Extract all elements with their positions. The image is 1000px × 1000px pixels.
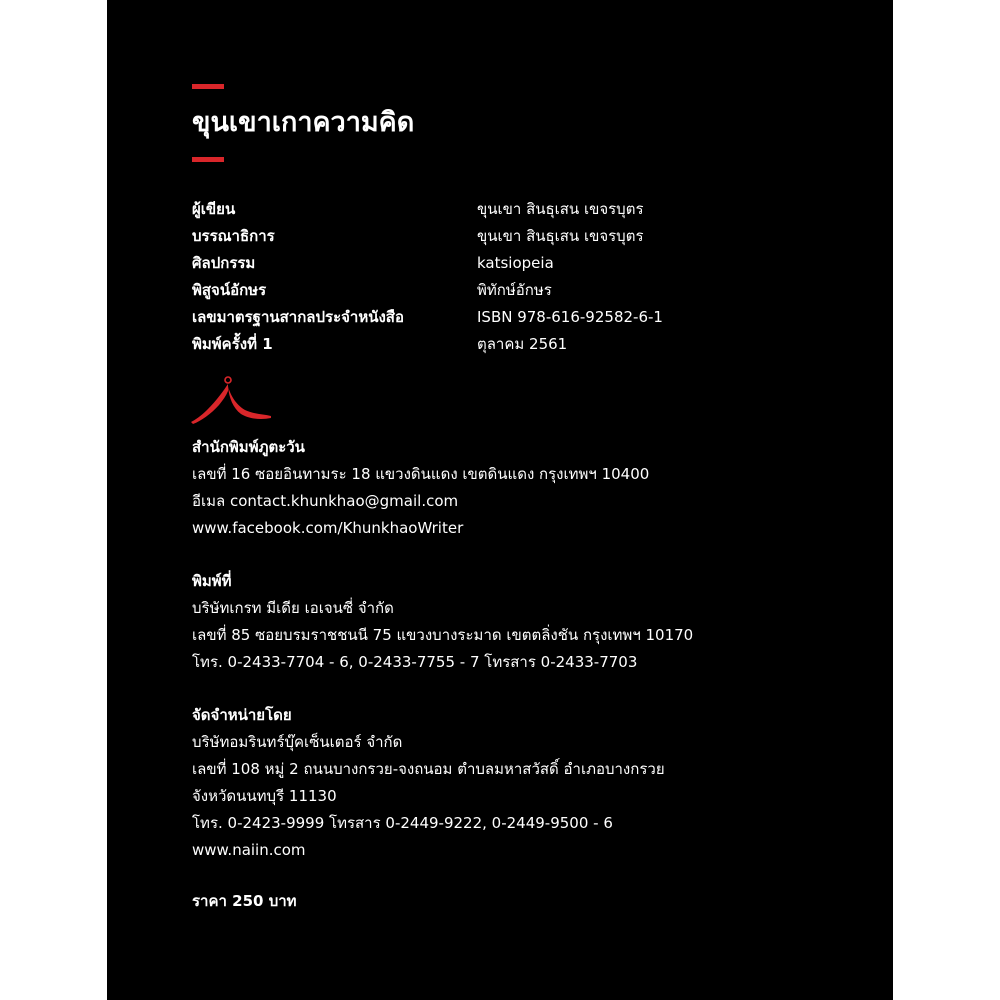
credit-row-edition xyxy=(192,331,812,358)
publisher-info xyxy=(192,434,832,542)
distributor-heading: จัดจำหน่ายโดย xyxy=(192,706,292,724)
publisher-logo-icon xyxy=(191,374,273,426)
distributor-company: บริษัทอมรินทร์บุ๊คเซ็นเตอร์ จำกัด xyxy=(192,733,403,751)
printer-info xyxy=(192,568,832,676)
printer-heading: พิมพ์ที่ xyxy=(192,572,232,590)
distributor-info xyxy=(192,702,832,864)
publisher-heading: สำนักพิมพ์ภูตะวัน xyxy=(192,438,305,456)
credit-value: ขุนเขา สินธุเสน เขจรบุตร xyxy=(477,200,644,218)
publisher-address: เลขที่ 16 ซอยอินทามระ 18 แขวงดินแดง เขตดินแดง กรุงเทพฯ 10400 xyxy=(192,465,650,483)
credit-label: พิมพ์ครั้งที่ 1 xyxy=(192,335,273,353)
credit-label: ผู้เขียน xyxy=(192,200,236,218)
book-title: ขุนเขาเกาความคิด xyxy=(192,107,415,138)
title-accent-bar-bottom xyxy=(192,157,224,162)
credit-value: katsiopeia xyxy=(477,254,554,272)
book-price: ราคา 250 บาท xyxy=(192,892,297,910)
printer-address: เลขที่ 85 ซอยบรมราชชนนี 75 แขวงบางระมาด เขตตลิ่งชัน กรุงเทพฯ 10170 xyxy=(192,626,694,644)
credit-row-proofreader xyxy=(192,277,812,304)
credit-value: ขุนเขา สินธุเสน เขจรบุตร xyxy=(477,227,644,245)
credit-row-artwork xyxy=(192,250,812,277)
credits-list xyxy=(192,196,812,358)
credit-label: บรรณาธิการ xyxy=(192,227,275,245)
publisher-website: www.facebook.com/KhunkhaoWriter xyxy=(192,519,464,537)
printer-phone: โทร. 0-2433-7704 - 6, 0-2433-7755 - 7 โทรสาร 0-2433-7703 xyxy=(192,653,638,671)
credit-row-author xyxy=(192,196,812,223)
distributor-address-line2: จังหวัดนนทบุรี 11130 xyxy=(192,787,337,805)
credit-row-editor xyxy=(192,223,812,250)
credit-value: ISBN 978-616-92582-6-1 xyxy=(477,308,663,326)
distributor-address-line1: เลขที่ 108 หมู่ 2 ถนนบางกรวย-จงถนอม ตำบลมหาสวัสดิ์ อำเภอบางกรวย xyxy=(192,760,665,778)
publisher-email: อีเมล contact.khunkhao@gmail.com xyxy=(192,492,459,510)
credit-label: พิสูจน์อักษร xyxy=(192,281,267,299)
distributor-website: www.naiin.com xyxy=(192,841,306,859)
colophon-page xyxy=(107,0,893,1000)
credit-value: ตุลาคม 2561 xyxy=(477,335,568,353)
credit-label: เลขมาตรฐานสากลประจำหนังสือ xyxy=(192,308,404,326)
credit-row-isbn xyxy=(192,304,812,331)
title-accent-bar-top xyxy=(192,84,224,89)
distributor-phone: โทร. 0-2423-9999 โทรสาร 0-2449-9222, 0-2449-9500 - 6 xyxy=(192,814,613,832)
credit-value: พิทักษ์อักษร xyxy=(477,281,552,299)
credit-label: ศิลปกรรม xyxy=(192,254,256,272)
printer-company: บริษัทเกรท มีเดีย เอเจนซี่ จำกัด xyxy=(192,599,394,617)
